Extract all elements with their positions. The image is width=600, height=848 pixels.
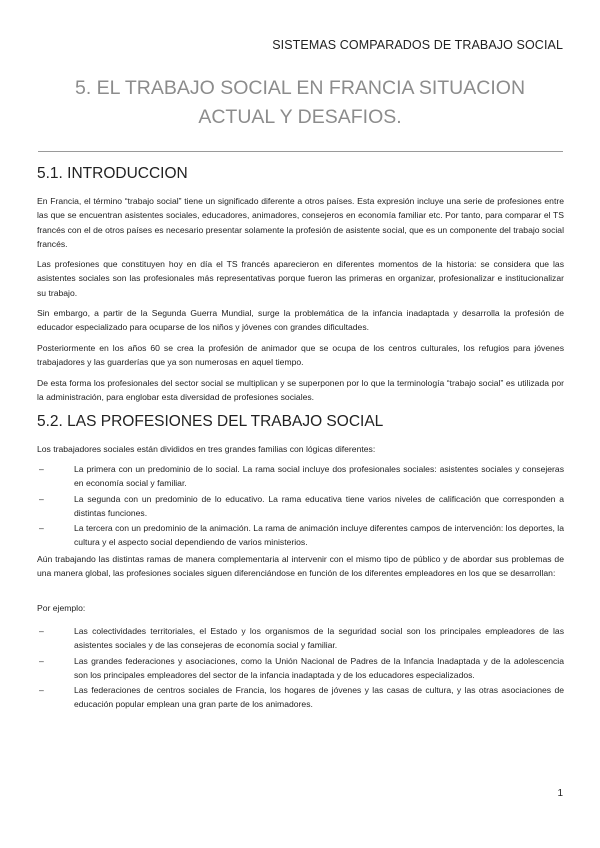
section-heading-introduccion: 5.1. INTRODUCCION <box>37 165 188 182</box>
list-item-text: Las colectividades territoriales, el Estado y los organismos de la seguridad social son los principales empleadores de las asistentes sociales y de las consejeras de economía social y familiar. <box>74 626 564 651</box>
list-item-text: La tercera con un predominio de la animación. La rama de animación incluye diferentes campos de intervención: los deportes, la cultura y el aspecto social dependiendo de varios ministerios. <box>74 523 564 548</box>
section-heading-profesiones: 5.2. LAS PROFESIONES DEL TRABAJO SOCIAL <box>37 413 384 430</box>
paragraph: Los trabajadores sociales están divididos en tres grandes familias con lógicas diferentes: <box>37 444 376 454</box>
dash-bullet: – <box>39 626 44 636</box>
chapter-title <box>40 74 560 132</box>
list-item-text: Las federaciones de centros sociales de Francia, los hogares de jóvenes y las casas de cultura, y las otras asociaciones de educación popular emplean una gran parte de los animadores. <box>74 685 564 710</box>
example-label: Por ejemplo: <box>37 603 86 613</box>
paragraph: Posteriormente en los años 60 se crea la profesión de animador que se ocupa de los centros culturales, los refugios para jóvenes trabajadores y las guarderías que ya son numerosas en aquel tiempo. <box>37 343 564 368</box>
list-item <box>37 492 564 521</box>
chapter-title-line-2: ACTUAL Y DESAFIOS. <box>198 106 402 128</box>
dash-bullet: – <box>39 523 44 534</box>
paragraph: De esta forma los profesionales del sector social se multiplican y se superponen por lo que la terminología “trabajo social” es utilizada por la administración, para englobar esta diversidad de profesiones sociales. <box>37 378 564 403</box>
list-item <box>37 521 564 550</box>
title-divider <box>38 151 563 152</box>
paragraph: Las profesiones que constituyen hoy en día el TS francés aparecieron en diferentes momentos de la historia: se considera que las asistentes sociales son las profesionales más representativas porque fueron las primeras en organizar, profesionalizar e institucionalizar su trabajo. <box>37 259 564 298</box>
paragraph: Sin embargo, a partir de la Segunda Guerra Mundial, surge la problemática de la infancia inadaptada y desarrolla la profesión de educador especializado para ocuparse de los niños y jóvenes con grandes dificultades. <box>37 308 564 333</box>
chapter-title-line-1: 5. EL TRABAJO SOCIAL EN FRANCIA SITUACION <box>74 77 526 99</box>
list-item-text: La primera con un predominio de lo social. La rama social incluye dos profesionales sociales: asistentes sociales y consejeras en economía social y familiar. <box>74 464 564 489</box>
list-item <box>37 654 564 683</box>
dash-bullet: – <box>39 464 44 474</box>
paragraph: Aún trabajando las distintas ramas de manera complementaria al intervenir con el mismo tipo de público y de abordar sus problemas de una manera global, las profesiones sociales siguen diferenciándose en función de los diferentes empleadores en los que se desarrollan: <box>37 554 564 579</box>
dash-bullet: – <box>39 493 44 504</box>
list-item <box>37 624 564 653</box>
list-item-text: La segunda con un predominio de lo educativo. La rama educativa tiene varios niveles de calificación que corresponden a distintas funciones. <box>74 493 564 518</box>
paragraph: En Francia, el término “trabajo social” tiene un significado diferente a otros países. Esta expresión incluye una serie de profesiones entre las que se encuentran asistentes sociales, educadores, animadores, consejeros en economía familiar etc. Por tanto, para comparar el TS francés con el de otros países es necesario presentar solamente la profesión de asistente social, que es un componente del trabajo social francés. <box>37 196 564 249</box>
list-item-text: Las grandes federaciones y asociaciones, como la Unión Nacional de Padres de la Infancia Inadaptada y de la adolescencia son los principales empleadores del sector de la infancia inadaptada y de los educadores especializados. <box>74 655 564 680</box>
dash-bullet: – <box>39 685 44 696</box>
list-item <box>37 683 564 712</box>
running-header: SISTEMAS COMPARADOS DE TRABAJO SOCIAL <box>272 38 563 52</box>
list-item <box>37 462 564 491</box>
dash-bullet: – <box>39 655 44 666</box>
page-number: 1 <box>557 788 563 799</box>
bullet-list-empleadores <box>37 624 564 713</box>
bullet-list-familias <box>37 462 564 551</box>
